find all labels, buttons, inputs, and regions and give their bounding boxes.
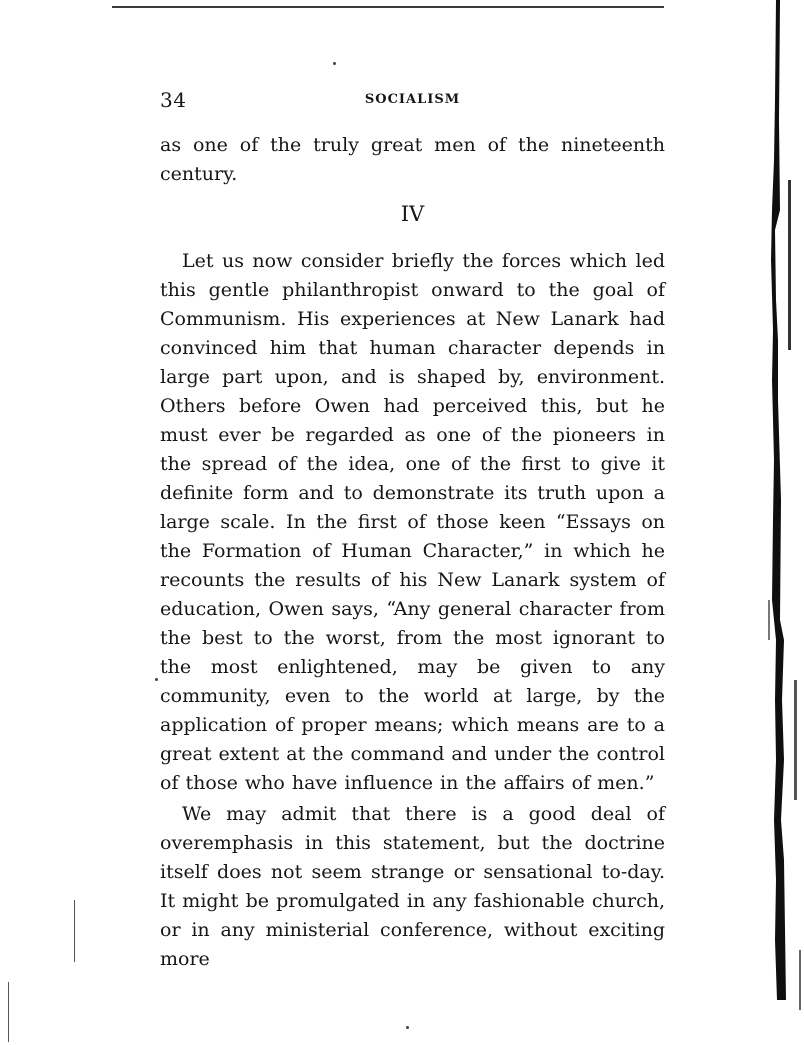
page-number: 34 (160, 88, 187, 112)
body-text (160, 131, 665, 974)
running-title: SOCIALISM (364, 92, 461, 107)
continuation-paragraph: as one of the truly great men of the nineteenth century. (160, 134, 665, 185)
margin-mark (8, 982, 9, 1042)
paragraph: Let us now consider briefly the forces which led this gentle philanthropist onward to the goal of Communism. His experiences at New Lanark had convinced him that human character depends in large part upon, and is shaped by, environment. Others before Owen had perceived this, but he must ever be regarded as one of the pioneers in the spread of the idea, one of the first to give it definite form and to demonstrate its truth upon a large scale. In the first of those keen “Essays on the Formation of Human Character,” in which he recounts the results of his New Lanark system of education, Owen says, “Any general character from the best to the worst, from the most ignorant to the most enlightened, may be given to any community, even to the world at large, by the application of proper means; which means are to a great extent at the command and under the control of those who have influence in the affairs of men.” (160, 250, 665, 794)
section-heading: IV (400, 202, 425, 226)
ink-speck (333, 62, 336, 65)
running-head (160, 88, 665, 114)
ink-speck (155, 678, 158, 681)
ink-speck (406, 1026, 409, 1029)
top-rule (112, 6, 664, 8)
paragraph: We may admit that there is a good deal of overemphasis in this statement, but the doctrine itself does not seem strange or sensational to-day. It might be promulgated in any fashionable church, or in any ministerial conference, without exciting more (160, 803, 665, 970)
scan-binding-edge (766, 0, 804, 1045)
margin-mark (74, 900, 75, 962)
